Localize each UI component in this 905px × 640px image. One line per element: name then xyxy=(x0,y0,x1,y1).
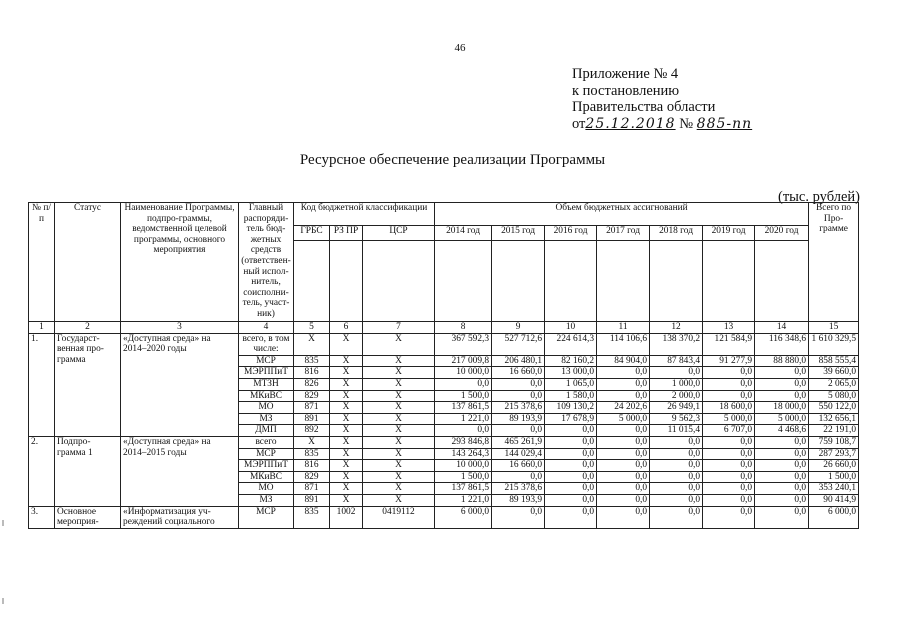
row-year-value: 1 500,0 xyxy=(435,390,492,402)
row-year-value: 0,0 xyxy=(492,378,545,390)
header-spacer xyxy=(435,241,492,322)
row-manager: МКиВС xyxy=(239,390,294,402)
row-year-value: 0,0 xyxy=(703,460,755,472)
header-year-2019: 2019 год xyxy=(703,226,755,241)
row-year-value: 0,0 xyxy=(597,436,650,448)
row-grbs: 835 xyxy=(294,355,330,367)
column-index-cell: 6 xyxy=(330,322,363,334)
row-rzpr: Х xyxy=(330,355,363,367)
row-number: 1. xyxy=(29,333,55,436)
row-grbs: 891 xyxy=(294,494,330,506)
row-rzpr: Х xyxy=(330,402,363,414)
row-year-value: 0,0 xyxy=(597,378,650,390)
column-index-cell: 1 xyxy=(29,322,55,334)
header-year-2015: 2015 год xyxy=(492,226,545,241)
row-rzpr: Х xyxy=(330,413,363,425)
row-manager: всего, в том числе: xyxy=(239,333,294,355)
row-manager: всего xyxy=(239,436,294,448)
row-year-value: 84 904,0 xyxy=(597,355,650,367)
row-csr: Х xyxy=(363,494,435,506)
row-year-value: 138 370,2 xyxy=(650,333,703,355)
row-csr: Х xyxy=(363,483,435,495)
row-year-value: 0,0 xyxy=(755,390,809,402)
row-name: «Доступная среда» на 2014–2015 годы xyxy=(121,436,239,506)
row-grbs: 871 xyxy=(294,483,330,495)
table-row xyxy=(29,436,859,448)
row-year-value: 1 000,0 xyxy=(650,378,703,390)
header-year-2016: 2016 год xyxy=(545,226,597,241)
row-year-value: 0,0 xyxy=(650,471,703,483)
header-spacer xyxy=(755,241,809,322)
header-rzpr: РЗ ПР xyxy=(330,226,363,241)
row-csr: Х xyxy=(363,460,435,472)
row-grbs: 816 xyxy=(294,460,330,472)
row-grbs: 826 xyxy=(294,378,330,390)
row-year-value: 0,0 xyxy=(597,506,650,528)
row-csr: 0419112 xyxy=(363,506,435,528)
column-index-cell: 10 xyxy=(545,322,597,334)
row-year-value: 0,0 xyxy=(755,506,809,528)
header-manager: Главный распоряди-тель бюд-жетных средств (ответствен-ный испол-нитель, соисполни-тель, участ-ник) xyxy=(239,203,294,322)
row-year-value: 0,0 xyxy=(755,378,809,390)
row-year-value: 0,0 xyxy=(435,378,492,390)
row-year-value: 26 949,1 xyxy=(650,402,703,414)
row-total-value: 132 656,1 xyxy=(809,413,859,425)
row-manager: МО xyxy=(239,402,294,414)
row-name: «Доступная среда» на 2014–2020 годы xyxy=(121,333,239,436)
row-year-value: 16 660,0 xyxy=(492,367,545,379)
row-name: «Информатизация уч-реждений социального xyxy=(121,506,239,528)
row-year-value: 6 000,0 xyxy=(435,506,492,528)
row-year-value: 5 000,0 xyxy=(755,413,809,425)
row-year-value: 121 584,9 xyxy=(703,333,755,355)
column-index-cell: 3 xyxy=(121,322,239,334)
appendix-line-2: к постановлению xyxy=(572,82,680,99)
row-grbs: 892 xyxy=(294,425,330,437)
row-rzpr: Х xyxy=(330,378,363,390)
row-total-value: 1 500,0 xyxy=(809,471,859,483)
row-year-value: 0,0 xyxy=(650,494,703,506)
row-year-value: 0,0 xyxy=(435,425,492,437)
row-year-value: 0,0 xyxy=(703,448,755,460)
row-year-value: 0,0 xyxy=(597,460,650,472)
row-manager: МСР xyxy=(239,355,294,367)
row-total-value: 353 240,1 xyxy=(809,483,859,495)
row-manager: МСР xyxy=(239,448,294,460)
scan-margin-mark xyxy=(2,520,4,526)
row-year-value: 5 000,0 xyxy=(703,413,755,425)
row-year-value: 89 193,9 xyxy=(492,413,545,425)
row-total-value: 26 660,0 xyxy=(809,460,859,472)
row-grbs: 835 xyxy=(294,448,330,460)
header-spacer xyxy=(545,241,597,322)
row-year-value: 1 065,0 xyxy=(545,378,597,390)
row-manager: МЗ xyxy=(239,494,294,506)
row-grbs: 871 xyxy=(294,402,330,414)
document-title: Ресурсное обеспечение реализации Программы xyxy=(299,152,606,168)
row-number: 3. xyxy=(29,506,55,528)
row-status: Основное мероприя- xyxy=(55,506,121,528)
row-csr: Х xyxy=(363,390,435,402)
row-year-value: 0,0 xyxy=(755,448,809,460)
row-grbs: Х xyxy=(294,436,330,448)
row-year-value: 0,0 xyxy=(755,367,809,379)
row-year-value: 144 029,4 xyxy=(492,448,545,460)
row-year-value: 0,0 xyxy=(545,483,597,495)
row-year-value: 17 678,9 xyxy=(545,413,597,425)
row-manager: МЭРППиТ xyxy=(239,367,294,379)
row-year-value: 0,0 xyxy=(597,367,650,379)
row-year-value: 0,0 xyxy=(545,460,597,472)
row-manager: МТЗН xyxy=(239,378,294,390)
row-year-value: 367 592,3 xyxy=(435,333,492,355)
row-year-value: 0,0 xyxy=(755,436,809,448)
row-year-value: 89 193,9 xyxy=(492,494,545,506)
row-grbs: 835 xyxy=(294,506,330,528)
row-year-value: 0,0 xyxy=(545,436,597,448)
row-rzpr: 1002 xyxy=(330,506,363,528)
row-year-value: 0,0 xyxy=(755,494,809,506)
row-year-value: 24 202,6 xyxy=(597,402,650,414)
header-year-2014: 2014 год xyxy=(435,226,492,241)
row-year-value: 18 600,0 xyxy=(703,402,755,414)
row-year-value: 0,0 xyxy=(545,494,597,506)
row-year-value: 109 130,2 xyxy=(545,402,597,414)
row-year-value: 0,0 xyxy=(492,471,545,483)
column-index-cell: 9 xyxy=(492,322,545,334)
row-total-value: 2 065,0 xyxy=(809,378,859,390)
table-row xyxy=(29,506,859,528)
row-year-value: 0,0 xyxy=(545,448,597,460)
row-csr: Х xyxy=(363,333,435,355)
row-csr: Х xyxy=(363,425,435,437)
row-total-value: 39 660,0 xyxy=(809,367,859,379)
row-year-value: 0,0 xyxy=(703,483,755,495)
header-year-2020: 2020 год xyxy=(755,226,809,241)
row-grbs: 891 xyxy=(294,413,330,425)
row-year-value: 465 261,9 xyxy=(492,436,545,448)
row-year-value: 0,0 xyxy=(703,390,755,402)
row-year-value: 0,0 xyxy=(703,378,755,390)
row-year-value: 1 580,0 xyxy=(545,390,597,402)
row-year-value: 0,0 xyxy=(650,460,703,472)
row-rzpr: Х xyxy=(330,436,363,448)
row-year-value: 1 500,0 xyxy=(435,471,492,483)
row-year-value: 0,0 xyxy=(755,471,809,483)
appendix-line-3: Правительства области xyxy=(572,99,716,115)
row-year-value: 0,0 xyxy=(597,494,650,506)
row-year-value: 0,0 xyxy=(492,506,545,528)
table-header xyxy=(29,203,859,322)
header-spacer xyxy=(294,241,330,322)
row-total-value: 550 122,0 xyxy=(809,402,859,414)
row-csr: Х xyxy=(363,436,435,448)
row-year-value: 82 160,2 xyxy=(545,355,597,367)
row-year-value: 4 468,6 xyxy=(755,425,809,437)
header-name: Наименование Программы, подпро-граммы, ведомственной целевой программы, основного мероприятия xyxy=(121,203,239,322)
row-number: 2. xyxy=(29,436,55,506)
handwritten-number: 885-пп xyxy=(696,115,753,132)
row-status: Подпро-грамма 1 xyxy=(55,436,121,506)
row-total-value: 5 080,0 xyxy=(809,390,859,402)
row-year-value: 114 106,6 xyxy=(597,333,650,355)
row-year-value: 91 277,9 xyxy=(703,355,755,367)
row-year-value: 215 378,6 xyxy=(492,483,545,495)
row-year-value: 11 015,4 xyxy=(650,425,703,437)
row-rzpr: Х xyxy=(330,367,363,379)
header-spacer xyxy=(363,241,435,322)
row-year-value: 13 000,0 xyxy=(545,367,597,379)
header-grbs: ГРБС xyxy=(294,226,330,241)
row-csr: Х xyxy=(363,355,435,367)
row-year-value: 0,0 xyxy=(597,390,650,402)
row-year-value: 293 846,8 xyxy=(435,436,492,448)
column-index-cell: 2 xyxy=(55,322,121,334)
row-csr: Х xyxy=(363,413,435,425)
row-year-value: 0,0 xyxy=(755,483,809,495)
header-csr: ЦСР xyxy=(363,226,435,241)
row-year-value: 0,0 xyxy=(703,494,755,506)
row-manager: МЗ xyxy=(239,413,294,425)
row-total-value: 90 414,9 xyxy=(809,494,859,506)
row-year-value: 217 009,8 xyxy=(435,355,492,367)
appendix-date-line xyxy=(572,116,752,133)
row-year-value: 527 712,6 xyxy=(492,333,545,355)
row-year-value: 87 843,4 xyxy=(650,355,703,367)
row-year-value: 1 221,0 xyxy=(435,413,492,425)
row-grbs: 829 xyxy=(294,471,330,483)
row-year-value: 0,0 xyxy=(597,471,650,483)
header-num: № п/п xyxy=(29,203,55,322)
page-number: 46 xyxy=(454,42,466,54)
scan-margin-mark xyxy=(2,598,4,604)
header-spacer xyxy=(703,241,755,322)
header-code-group: Код бюджетной классификации xyxy=(294,203,435,226)
row-year-value: 215 378,6 xyxy=(492,402,545,414)
row-total-value: 6 000,0 xyxy=(809,506,859,528)
column-index-cell: 15 xyxy=(809,322,859,334)
resource-table xyxy=(28,202,859,529)
row-grbs: 816 xyxy=(294,367,330,379)
row-year-value: 0,0 xyxy=(650,506,703,528)
row-year-value: 206 480,1 xyxy=(492,355,545,367)
appendix-block xyxy=(572,66,752,132)
row-year-value: 0,0 xyxy=(545,425,597,437)
row-year-value: 137 861,5 xyxy=(435,402,492,414)
row-year-value: 9 562,3 xyxy=(650,413,703,425)
header-year-2017: 2017 год xyxy=(597,226,650,241)
column-index-row xyxy=(29,322,859,334)
row-year-value: 0,0 xyxy=(703,506,755,528)
row-year-value: 0,0 xyxy=(755,460,809,472)
row-rzpr: Х xyxy=(330,333,363,355)
row-year-value: 0,0 xyxy=(597,448,650,460)
row-year-value: 18 000,0 xyxy=(755,402,809,414)
row-total-value: 287 293,7 xyxy=(809,448,859,460)
row-rzpr: Х xyxy=(330,483,363,495)
row-manager: МСР xyxy=(239,506,294,528)
row-total-value: 1 610 329,5 xyxy=(809,333,859,355)
row-year-value: 116 348,6 xyxy=(755,333,809,355)
header-spacer xyxy=(650,241,703,322)
header-spacer xyxy=(330,241,363,322)
row-year-value: 5 000,0 xyxy=(597,413,650,425)
row-manager: МКиВС xyxy=(239,471,294,483)
row-year-value: 1 221,0 xyxy=(435,494,492,506)
row-rzpr: Х xyxy=(330,460,363,472)
row-grbs: Х xyxy=(294,333,330,355)
table-body xyxy=(29,333,859,528)
column-index-cell: 13 xyxy=(703,322,755,334)
row-year-value: 0,0 xyxy=(650,367,703,379)
column-index-cell: 14 xyxy=(755,322,809,334)
column-index-cell: 7 xyxy=(363,322,435,334)
row-year-value: 0,0 xyxy=(703,436,755,448)
row-year-value: 0,0 xyxy=(703,367,755,379)
row-year-value: 137 861,5 xyxy=(435,483,492,495)
row-year-value: 0,0 xyxy=(492,425,545,437)
row-year-value: 0,0 xyxy=(492,390,545,402)
row-year-value: 0,0 xyxy=(545,471,597,483)
units-label: (тыс. рублей) xyxy=(778,189,860,205)
appendix-line-1: Приложение № 4 xyxy=(572,66,679,82)
row-year-value: 224 614,3 xyxy=(545,333,597,355)
table-row xyxy=(29,333,859,355)
number-prefix: № xyxy=(679,115,694,132)
row-csr: Х xyxy=(363,471,435,483)
row-csr: Х xyxy=(363,367,435,379)
row-csr: Х xyxy=(363,402,435,414)
row-total-value: 759 108,7 xyxy=(809,436,859,448)
row-year-value: 0,0 xyxy=(545,506,597,528)
header-volume-group: Объем бюджетных ассигнований xyxy=(435,203,809,226)
row-year-value: 0,0 xyxy=(650,448,703,460)
date-prefix: от xyxy=(572,115,586,132)
row-status: Государст-венная про-грамма xyxy=(55,333,121,436)
row-year-value: 6 707,0 xyxy=(703,425,755,437)
header-spacer xyxy=(597,241,650,322)
row-total-value: 22 191,0 xyxy=(809,425,859,437)
row-manager: МО xyxy=(239,483,294,495)
row-year-value: 0,0 xyxy=(597,425,650,437)
row-grbs: 829 xyxy=(294,390,330,402)
column-index-cell: 11 xyxy=(597,322,650,334)
row-year-value: 0,0 xyxy=(650,436,703,448)
row-year-value: 143 264,3 xyxy=(435,448,492,460)
row-rzpr: Х xyxy=(330,494,363,506)
row-rzpr: Х xyxy=(330,425,363,437)
column-index-cell: 5 xyxy=(294,322,330,334)
header-spacer xyxy=(492,241,545,322)
row-csr: Х xyxy=(363,378,435,390)
column-index-cell: 4 xyxy=(239,322,294,334)
row-year-value: 0,0 xyxy=(650,483,703,495)
handwritten-date: 25.12.2018 xyxy=(585,115,676,132)
row-year-value: 16 660,0 xyxy=(492,460,545,472)
row-csr: Х xyxy=(363,448,435,460)
row-year-value: 10 000,0 xyxy=(435,460,492,472)
header-total: Всего по Про-грамме xyxy=(809,203,859,322)
row-total-value: 858 555,4 xyxy=(809,355,859,367)
row-rzpr: Х xyxy=(330,390,363,402)
column-index-cell: 8 xyxy=(435,322,492,334)
column-index-cell: 12 xyxy=(650,322,703,334)
header-status: Статус xyxy=(55,203,121,322)
header-year-2018: 2018 год xyxy=(650,226,703,241)
row-rzpr: Х xyxy=(330,471,363,483)
row-year-value: 88 880,0 xyxy=(755,355,809,367)
row-year-value: 10 000,0 xyxy=(435,367,492,379)
row-year-value: 2 000,0 xyxy=(650,390,703,402)
row-rzpr: Х xyxy=(330,448,363,460)
row-year-value: 0,0 xyxy=(597,483,650,495)
row-year-value: 0,0 xyxy=(703,471,755,483)
row-manager: ДМП xyxy=(239,425,294,437)
row-manager: МЭРППиТ xyxy=(239,460,294,472)
